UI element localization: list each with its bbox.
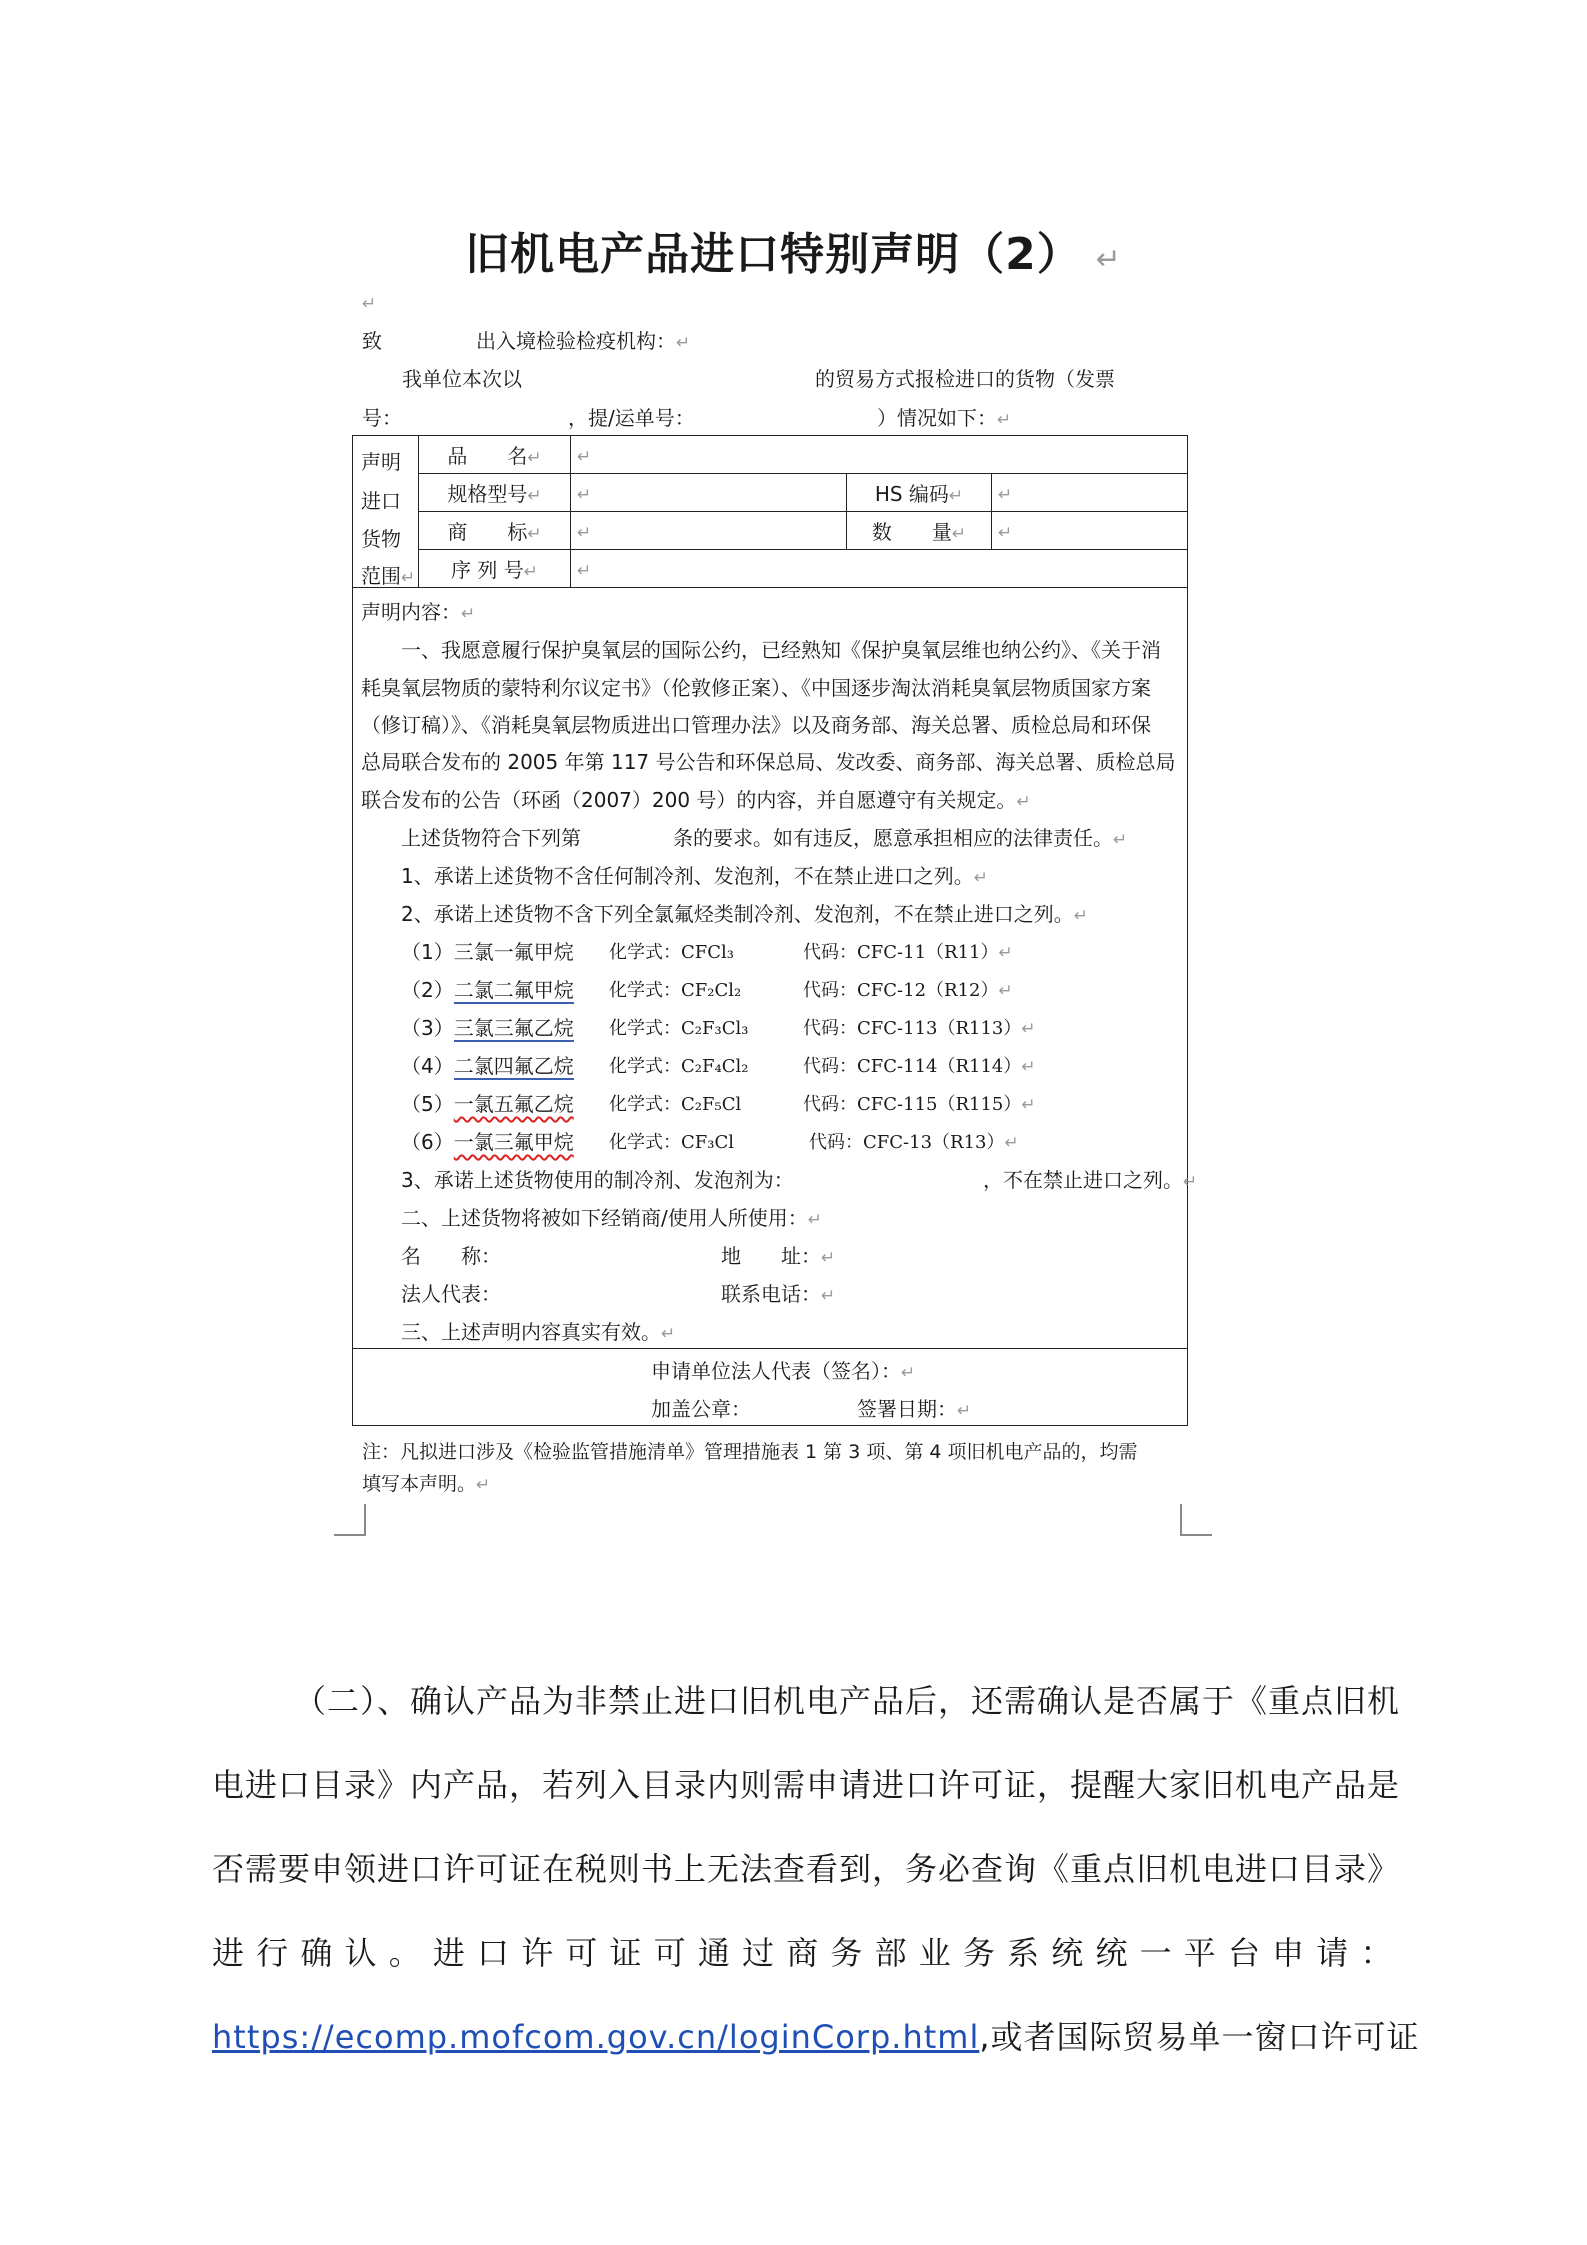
note-line-2: 填写本声明。↵ <box>362 1473 491 1495</box>
scope-label-1: 声明 <box>361 450 401 474</box>
declaration-table <box>352 435 1198 1426</box>
value-brand: ↵ <box>571 512 847 550</box>
content-p1-line-2: 耗臭氧层物质的蒙特利尔议定书》（伦敦修正案）、《中国逐步淘汰消耗臭氧层物质国家方案 <box>361 676 1151 700</box>
table-row <box>353 550 1188 588</box>
content-p1-line-3: （修订稿）》、《消耗臭氧层物质进出口管理办法》以及商务部、海关总署、质检总局和环保 <box>361 713 1151 737</box>
chemical-row: （4）二氯四氟乙烷 <box>401 1054 574 1078</box>
chemical-formula: 化学式：C₂F₅Cl <box>609 1094 742 1115</box>
addressee-line <box>362 325 382 354</box>
note-line-1: 注：凡拟进口涉及《检验监管措施清单》管理措施表 1 第 3 项、第 4 项旧机电产品的，均需 <box>362 1441 1138 1463</box>
dealer-tel-label: 联系电话：↵ <box>721 1282 836 1306</box>
chemical-code: 代码：CFC-114（R114）↵ <box>803 1056 1036 1077</box>
intro-line-1a: 我单位本次以 <box>402 367 522 391</box>
chemical-code: 代码：CFC-115（R115）↵ <box>803 1094 1036 1115</box>
chemical-formula: 化学式：CF₂Cl₂ <box>609 980 742 1001</box>
value-model: ↵ <box>571 474 847 512</box>
content-item-3b: ，不在禁止进口之列。↵ <box>983 1168 1198 1192</box>
scope-label-4: 范围↵ <box>361 564 416 588</box>
chemical-code: 代码：CFC-13（R13）↵ <box>809 1132 1019 1153</box>
intro-line-2b: ，提/运单号： <box>568 406 695 430</box>
body-line-3: 否需要申领进口许可证在税则书上无法查看到，务必查询《重点旧机电进口目录》 <box>212 1850 1401 1888</box>
body-line-5-tail: ,或者国际贸易单一窗口许可证 <box>979 2018 1420 2056</box>
chemical-formula: 化学式：C₂F₃Cl₃ <box>609 1018 749 1039</box>
chemical-formula: 化学式：CFCl₃ <box>609 942 735 963</box>
chemical-formula: 化学式：CF₃Cl <box>609 1132 735 1153</box>
chemical-code: 代码：CFC-12（R12）↵ <box>803 980 1013 1001</box>
signature-cell <box>353 1349 1188 1426</box>
label-brand: 商 标↵ <box>419 512 571 550</box>
chemical-formula: 化学式：C₂F₄Cl₂ <box>609 1056 749 1077</box>
intro-line-1b: 的贸易方式报检进口的货物（发票 <box>815 367 1115 391</box>
body-line-5 <box>212 2012 1420 2058</box>
value-hs-code: ↵ <box>992 474 1188 512</box>
mofcom-link[interactable]: https://ecomp.mofcom.gov.cn/loginCorp.html <box>212 2018 980 2056</box>
return-mark: ↵ <box>362 294 377 314</box>
scope-label-cell <box>353 436 419 588</box>
dealer-rep-label: 法人代表： <box>401 1282 501 1306</box>
table-row <box>353 512 1188 550</box>
chemical-code: 代码：CFC-113（R113）↵ <box>803 1018 1036 1039</box>
chemical-row: （3）三氯三氟乙烷 <box>401 1016 574 1040</box>
dealer-name-label: 名 称： <box>401 1244 501 1268</box>
dealer-address-label: 地 址：↵ <box>721 1244 836 1268</box>
content-p1-line-4: 总局联合发布的 2005 年第 117 号公告和环保总局、发改委、商务部、海关总署、质检总局 <box>361 750 1176 774</box>
value-quantity: ↵ <box>992 512 1188 550</box>
intro-line-2c: ）情况如下：↵ <box>877 406 1012 430</box>
scope-label-2: 进口 <box>361 489 401 513</box>
table-row <box>353 474 1188 512</box>
label-quantity: 数 量↵ <box>847 512 992 550</box>
label-name: 品 名↵ <box>419 436 571 474</box>
page-corner-mark <box>1180 1504 1212 1536</box>
return-mark: ↵ <box>1095 242 1122 277</box>
table-row <box>353 436 1188 474</box>
signature-seal: 加盖公章： <box>651 1397 751 1421</box>
body-line-4: 进 行 确 认 。 进 口 许 可 证 可 通 过 商 务 部 业 务 系 统 统 一 平 台 申 请 ： <box>212 1934 1394 1972</box>
chemical-row: （5）一氯五氟乙烷 <box>401 1092 574 1116</box>
page-corner-mark <box>334 1504 366 1536</box>
body-line-2: 电进口目录》内产品，若列入目录内则需申请进口许可证，提醒大家旧机电产品是 <box>212 1766 1401 1804</box>
intro-line-2a: 号： <box>362 406 402 430</box>
chemical-row: （1）三氯一氟甲烷 <box>401 940 574 964</box>
title-text: 旧机电产品进口特别声明（2） <box>465 229 1082 280</box>
chemical-row: （2）二氯二氟甲烷 <box>401 978 574 1002</box>
addressee-org: 出入境检验检疫机构：↵ <box>476 329 691 353</box>
addressee-to: 致 <box>362 329 382 353</box>
content-p2b: 条的要求。如有违反，愿意承担相应的法律责任。↵ <box>673 826 1128 850</box>
value-name: ↵ <box>571 436 1188 474</box>
table-row <box>353 1349 1188 1426</box>
label-hs-code: HS 编码↵ <box>847 474 992 512</box>
document-title <box>0 218 1587 282</box>
content-p2a: 上述货物符合下列第 <box>401 826 581 850</box>
body-line-1: （二）、确认产品为非禁止进口旧机电产品后，还需确认是否属于《重点旧机 <box>294 1682 1401 1720</box>
content-part-2: 二、上述货物将被如下经销商/使用人所使用：↵ <box>401 1206 822 1230</box>
label-model: 规格型号↵ <box>419 474 571 512</box>
chemical-row: （6）一氯三氟甲烷 <box>401 1130 574 1154</box>
content-part-3: 三、上述声明内容真实有效。↵ <box>401 1320 676 1344</box>
scope-label-3: 货物 <box>361 527 401 551</box>
declaration-content-cell <box>353 588 1198 1349</box>
content-heading: 声明内容：↵ <box>361 600 476 624</box>
content-p1-line-5: 联合发布的公告（环函（2007）200 号）的内容，并自愿遵守有关规定。↵ <box>361 788 1031 812</box>
signature-date: 签署日期：↵ <box>857 1397 972 1421</box>
content-p1-line-1: 一、我愿意履行保护臭氧层的国际公约，已经熟知《保护臭氧层维也纳公约》、《关于消 <box>401 638 1161 662</box>
label-serial: 序 列 号↵ <box>419 550 571 588</box>
table-row <box>353 588 1188 1349</box>
content-item-2: 2、承诺上述货物不含下列全氯氟烃类制冷剂、发泡剂，不在禁止进口之列。↵ <box>401 902 1088 926</box>
value-serial: ↵ <box>571 550 1188 588</box>
chemical-code: 代码：CFC-11（R11）↵ <box>803 942 1013 963</box>
signature-rep: 申请单位法人代表（签名）：↵ <box>651 1359 916 1383</box>
content-item-1: 1、承诺上述货物不含任何制冷剂、发泡剂，不在禁止进口之列。↵ <box>401 864 988 888</box>
content-item-3a: 3、承诺上述货物使用的制冷剂、发泡剂为： <box>401 1168 794 1192</box>
